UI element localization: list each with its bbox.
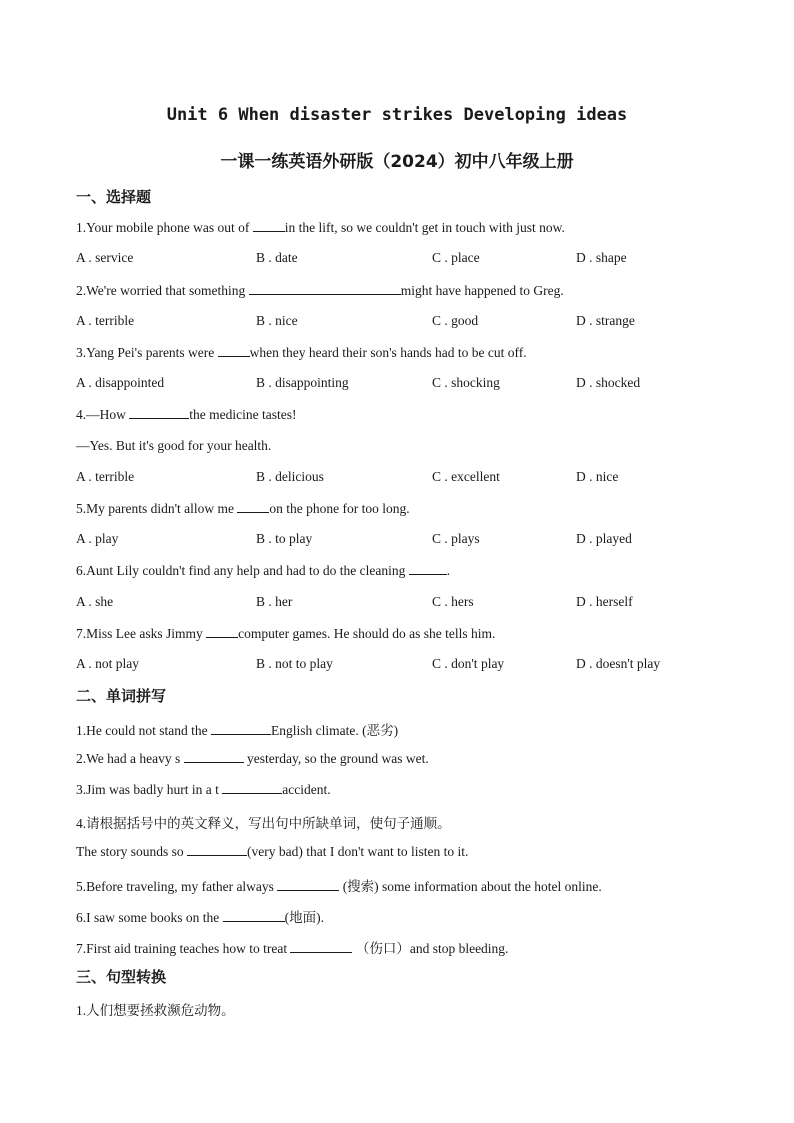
question-5: 5.My parents didn't allow me on the phone for too long. xyxy=(76,501,410,516)
answer-blank xyxy=(218,344,250,357)
spelling-1: 1.He could not stand the English climate. (恶劣) xyxy=(76,723,399,738)
option-d: D . played xyxy=(576,531,632,546)
option-b: B . delicious xyxy=(256,469,324,484)
spelling-7: 7.First aid training teaches how to treat （伤口）and stop bleeding. xyxy=(76,941,509,956)
option-a: A . not play xyxy=(76,656,139,671)
answer-blank xyxy=(187,843,247,856)
option-c: C . plays xyxy=(432,531,480,546)
question-4-reply: —Yes. But it's good for your health. xyxy=(76,438,272,453)
answer-blank xyxy=(184,750,244,763)
option-d: D . doesn't play xyxy=(576,656,661,671)
spelling-3: 3.Jim was badly hurt in a t accident. xyxy=(76,782,331,797)
option-c: C . excellent xyxy=(432,469,500,484)
answer-blank xyxy=(253,219,285,232)
option-a: A . she xyxy=(76,594,114,609)
answer-blank xyxy=(222,781,282,794)
option-d: D . strange xyxy=(576,313,635,328)
answer-blank xyxy=(237,500,269,513)
answer-blank xyxy=(249,282,401,295)
question-7: 7.Miss Lee asks Jimmy computer games. He should do as she tells him. xyxy=(76,626,496,641)
answer-blank xyxy=(211,722,271,735)
option-a: A . play xyxy=(76,531,119,546)
option-a: A . terrible xyxy=(76,313,135,328)
spelling-6: 6.I saw some books on the (地面). xyxy=(76,910,324,925)
option-c: C . hers xyxy=(432,594,474,609)
option-b: B . not to play xyxy=(256,656,333,671)
option-c: C . place xyxy=(432,250,480,265)
spelling-5: 5.Before traveling, my father always (搜索) some information about the hotel online. xyxy=(76,879,602,894)
answer-blank xyxy=(129,406,189,419)
question-6: 6.Aunt Lily couldn't find any help and had to do the cleaning . xyxy=(76,563,451,578)
option-c: C . don't play xyxy=(432,656,505,671)
option-c: C . good xyxy=(432,313,479,328)
question-2: 2.We're worried that something might have happened to Greg. xyxy=(76,283,564,298)
answer-blank xyxy=(206,625,238,638)
option-a: A . service xyxy=(76,250,134,265)
section-heading-choice: 一、选择题 xyxy=(76,188,152,206)
option-b: B . to play xyxy=(256,531,313,546)
page-title: Unit 6 When disaster strikes Developing ideas xyxy=(166,105,628,125)
option-d: D . shape xyxy=(576,250,627,265)
section-heading-transform: 三、句型转换 xyxy=(76,968,167,986)
section-heading-spelling: 二、单词拼写 xyxy=(76,687,167,705)
question-1: 1.Your mobile phone was out of in the lift, so we couldn't get in touch with just now. xyxy=(76,220,565,235)
option-d: D . shocked xyxy=(576,375,641,390)
transform-1: 1.人们想要拯救濒危动物。 xyxy=(76,1003,235,1018)
option-b: B . date xyxy=(256,250,298,265)
option-c: C . shocking xyxy=(432,375,500,390)
option-a: A . terrible xyxy=(76,469,135,484)
option-b: B . nice xyxy=(256,313,298,328)
answer-blank xyxy=(409,562,447,575)
option-a: A . disappointed xyxy=(76,375,165,390)
answer-blank xyxy=(223,909,285,922)
answer-blank xyxy=(277,878,339,891)
answer-blank xyxy=(290,940,352,953)
spelling-4: The story sounds so (very bad) that I don't want to listen to it. xyxy=(76,844,469,859)
option-d: D . nice xyxy=(576,469,619,484)
question-4: 4.—How the medicine tastes! xyxy=(76,407,297,422)
spelling-4-instruction: 4.请根据括号中的英文释义，写出句中所缺单词，使句子通顺。 xyxy=(76,816,451,831)
question-3: 3.Yang Pei's parents were when they heard their son's hands had to be cut off. xyxy=(76,345,527,360)
option-d: D . herself xyxy=(576,594,633,609)
option-b: B . her xyxy=(256,594,293,609)
page-subtitle: 一课一练英语外研版（2024）初中八年级上册 xyxy=(220,152,574,172)
spelling-2: 2.We had a heavy s yesterday, so the ground was wet. xyxy=(76,751,429,766)
option-b: B . disappointing xyxy=(256,375,349,390)
